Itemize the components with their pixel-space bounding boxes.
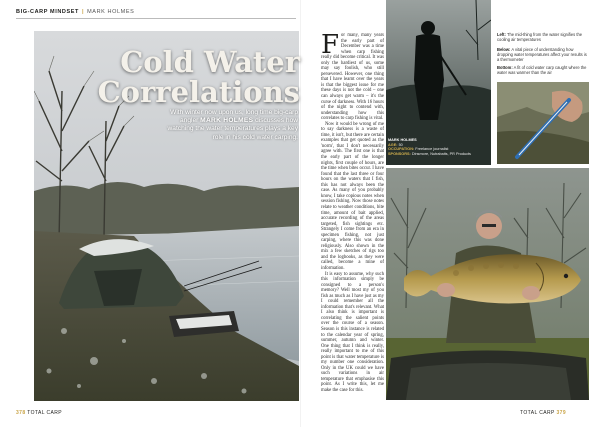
profile-sponsors: Dinsmore, Nutrabaits, PR Products [411,151,471,156]
caption-2-label: Below: [497,47,511,52]
profile-sponsors-label: SPONSORS: [388,151,411,156]
caption-3-text: A fit of cold water carp caught where the water was warmer than the air [497,65,587,75]
footer-page-left: 378 [16,410,26,416]
section-header [16,9,134,15]
profile-occupation: Freelance journalist [415,147,449,152]
standfirst-before: With winter now upon us, long time big-carp angler [170,109,298,125]
footer-page-right: 379 [556,410,567,416]
standfirst [158,109,298,142]
caption-2-text: A vital piece of understanding how dropping water temperatures affect your results is a thermometer [497,47,587,62]
profile-age-label: AGE: [388,142,398,147]
article-body [321,33,384,403]
profile-name: MARK HOLMES [388,138,417,142]
article-title [60,47,300,107]
footer-mag-right: TOTAL CARP [520,410,555,416]
footer-left [16,410,62,416]
section-name: BIG-CARP MINDSET [16,9,79,15]
footer-right [520,410,566,416]
header-author: MARK HOLMES [87,9,135,15]
article-paragraph-1: or many, many years the early part of December was a time when carp fishing really did become critical. It was only the hardiest of us, some may say foolish, who still persevered. However, one thing that I have learnt over the years is that the biggest issue for me these days is not the cold – one can always get warm – it's the curse of darkness. With 16 hours of the night to contend with, understanding how this correlates to carp fishing is vital. [321,33,384,122]
profile-occupation-label: OCCUPATION: [388,147,415,152]
caption-1-label: Left: [497,32,506,37]
standfirst-author: MARK HOLMES [200,117,254,125]
thermometer-photo [497,82,589,164]
drop-cap: F [321,33,340,60]
footer-mag-left: TOTAL CARP [27,410,62,416]
standfirst-after: discusses how watching the water temperatures plays a key role in his cold water carping. [167,117,298,141]
caption-3-label: Bottom: [497,65,513,70]
article-paragraph-3: It is easy to assume, why such this information simply be consigned to a person's memory? Well most my of you fish as much as I have just as my I could remember all the information that's relevant. What I also think is important is correlating the salient points over the course of a season. Season is this instance is related to the calendar year of spring, summer, autumn and winter. One thing that I think is really, really important to me of this point is that water temperature is my number one consideration. Only in the UK could we have such variations in air temperature that emphasise this point. As I write this, let me make the case for this. [321,271,384,393]
caption-left [497,33,589,43]
angler-with-carp-photo [386,168,589,400]
article-paragraph-2: Now it would be wrong of me to say darkness is a waste of time, it isn't, but there are certain examples that get quoted as the 'norm', that I don't necessarily agree with. The first one is that the early part of the longer nights, first couple of hours, are the time when bites occur. I have found that the last three or four hours on the waters that I fish, this has not always been the case. As many of you probably know, I take copious notes when session fishing. Now those notes relate to weather conditions, bite time, amount of bait applied, accurate recording of the areas targeted, fish sightings etc. Strangely I come from an era in specimen fishing, not just carping, where this was done religiously. Also shown in the mix a few sketches of rigs too and the logbooks, as they were called, become a mine of information. [321,121,384,271]
header-rule [16,18,296,19]
spread-gutter [300,0,301,427]
profile-age: 50 [398,142,403,147]
header-separator: | [81,9,85,15]
caption-bottom [497,66,589,76]
angler-profile-box [388,138,488,156]
caption-1-text: The mid-thing from the water signifies the cooling air temperatures [497,32,583,42]
title-line-1: Cold Water [120,45,300,79]
title-line-2: Correlations [97,75,300,109]
caption-below [497,48,589,63]
